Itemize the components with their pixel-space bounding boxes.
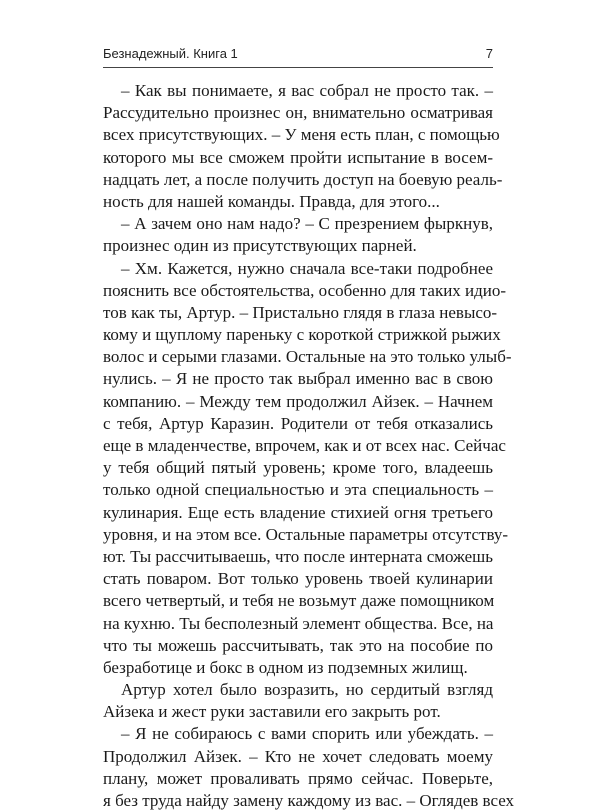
text-line: безработице и бокс в одном из подземных жилищ. — [103, 657, 468, 677]
text-line: уровня, и на этом все. Остальные параметры отсутству- — [103, 524, 509, 544]
body-text — [103, 80, 515, 812]
text-line: Айзека и жест руки заставили его закрыть рот. — [103, 702, 441, 722]
text-line: компанию. – Между тем продолжил Айзек. – Начнем — [103, 391, 493, 411]
text-line: Артур хотел было возразить, но сердитый взгляд — [121, 680, 493, 700]
text-line: плану, может проваливать прямо сейчас. Поверьте, — [103, 768, 493, 788]
text-line: всего четвертый, и тебя не возьмут даже помощником — [103, 591, 495, 611]
text-line: ют. Ты рассчитываешь, что после интерната сможешь — [103, 546, 493, 566]
text-line: с тебя, Артур Каразин. Родители от тебя отказались — [103, 413, 493, 433]
text-line: что ты можешь рассчитывать, так это на пособие по — [103, 635, 493, 655]
text-line: стать поваром. Вот только уровень твоей кулинарии — [103, 569, 493, 589]
text-line: которого мы все сможем пройти испытание в восем- — [103, 147, 493, 167]
text-line: я без труда найду замену каждому из вас. – Оглядев всех — [103, 791, 515, 810]
text-line: пояснить все обстоятельства, особенно для таких идио- — [103, 280, 507, 300]
text-line: – Как вы понимаете, я вас собрал не просто так. – — [121, 81, 493, 100]
text-line: у тебя общий пятый уровень; кроме того, владеешь — [103, 458, 493, 478]
text-line: надцать лет, а после получить доступ на боевую реаль- — [103, 169, 503, 189]
text-line: еще в младенчестве, впрочем, как и от всех нас. Сейчас — [103, 436, 506, 455]
text-line: Продолжил Айзек. – Кто не хочет следовать моему — [103, 746, 493, 766]
text-line: всех присутствующих. – У меня есть план, с помощью — [103, 125, 500, 145]
text-line: – А зачем оно нам надо? – С презрением фыркнув, — [121, 214, 493, 234]
text-line: на кухню. Ты бесполезный элемент общества. Все, на — [103, 613, 494, 633]
text-line: волос и серыми глазами. Остальные на это только улыб- — [103, 347, 512, 367]
text-line: Рассудительно произнес он, внимательно осматривая — [103, 103, 493, 123]
text-line: кому и щуплому пареньку с короткой стрижкой рыжих — [103, 325, 501, 345]
text-line: нулись. – Я не просто так выбрал именно вас в свою — [103, 369, 493, 389]
page-number: 7 — [485, 46, 493, 61]
running-header — [103, 46, 493, 68]
header-rule — [103, 67, 493, 68]
text-line: – Хм. Кажется, нужно сначала все-таки подробнее — [121, 258, 493, 278]
text-line: произнес один из присутствующих парней. — [103, 236, 417, 256]
text-line: только одной специальностью и эта специальность – — [103, 480, 493, 500]
running-header-title: Безнадежный. Книга 1 — [103, 46, 238, 61]
text-line: ность для нашей команды. Правда, для этого... — [103, 191, 440, 211]
text-line: кулинария. Еще есть владение стихией огня третьего — [103, 502, 493, 522]
text-line: – Я не собираюсь с вами спорить или убеждать. – — [121, 724, 493, 744]
text-line: тов как ты, Артур. – Пристально глядя в глаза невысо- — [103, 302, 498, 322]
